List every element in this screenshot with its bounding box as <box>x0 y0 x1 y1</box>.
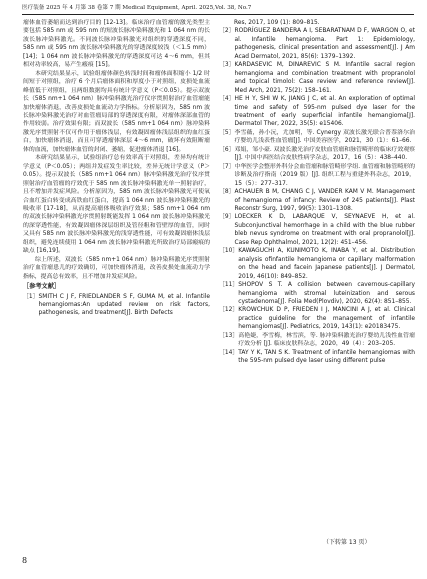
reference-number: ［9］ <box>219 214 235 221</box>
reference-text: SMITH C J F, FRIEDLANDER S F, GUMA M, et al. Infantile hemangiomas:An updated review on risk factors, pathogenesis, and treatment[J]. Birth Defects <box>38 293 210 317</box>
reference-item <box>219 129 415 146</box>
reference-text: RODRÍGUEZ BANDERA A I, SEBARATNAM D F, WARGON O, et al. Infantile hemangioma. Part 1: Epidemiology, pathogenesis, clinical presentation and assessment[J]. J Am Acad Dermatol, 2021, 85(6): 1379–1392. <box>234 28 415 60</box>
right-column <box>219 19 415 366</box>
journal-header: 医疗装备 2025 年 4 月第 38 卷第 7 期 Medical Equipment, April. 2025,Vol. 38, No.7 <box>22 5 252 11</box>
header-rule <box>22 14 414 15</box>
reference-item <box>23 293 210 318</box>
reference-number: ［5］ <box>219 129 235 136</box>
body-paragraph: 本研究结果显示，试验组治疗总有效率高于对照组，差异均有统计学意义（P＜0.05）；两组并发症发生率比较，差异无统计学意义（P＞0.05）。提示双波长（585 nm+1 064 nm）脉冲染料激光治疗仪序贯照射治疗血管瘤的疗效优于 585 nm 波长脉冲染料激光单一照射治疗，且不增加并发症风险。分析原因为，585 nm 波长脉冲染料激光可使氧合血红蛋白转变成高铁血红蛋白，提高 1 064 nm 波长脉冲染料激光的吸收率 [17-18]，从而提高瘤体吸收治疗效果；585 nm+1 064 nm 的双波长脉冲染料激光序贯照射既能发挥 1 064 nm 波长脉冲染料激光的深穿透性能，有效凝固瘤体深层组织及管径粗和管壁厚的血管，同时又具有 585 nm 波长脉冲染料激光的浅穿透性能，可有效凝固瘤体浅层组织，避免连续使用 1 064 nm 波长脉冲染料激光所致治疗局部瘢痕的缺点 [16,19]。 <box>23 155 210 255</box>
body-paragraph: 瘤体血管萎缩而达到治疗目的 [12-13]。临床治疗血管瘤的激光类型主要包括 585 nm 或 595 nm 的短波长脉冲染料激光和 1 064 nm 的长波长脉冲染料激光。不同波长脉冲染料激光对组织的穿透深度不同，585 nm 或 595 nm 波长脉冲染料激光的穿透深度较浅（＜1.5 mm）[14]；1 064 nm 波长脉冲染料激光的穿透深度可达 4～6 mm，但其相对功率较高，易产生瘢痕 [15]。 <box>23 20 210 69</box>
reference-item <box>219 306 415 331</box>
reference-number: ［12］ <box>219 307 239 314</box>
reference-number: ［10］ <box>219 248 239 255</box>
reference-text: 中华医学会整形外科分会血管瘤和脉管畸形学组. 血管瘤和脉管畸形的诊断及治疗指南（2019 版）[J]. 组织工程与重建外科杂志，2019，15（5）：277–317. <box>234 163 415 187</box>
reference-text: LOECKER K D, LABARQUE V, SEYNAEVE H, et al. Subconjunctival hemorrhage in a child with the blue rubber bleb nevus syndrome on treatment with oral propranolol[J]. Case Rep Ophthalmol, 2021, 12(2): 451–456. <box>234 214 415 246</box>
reference-text: 李雪薇，孙小沅，尤加明，等. Cynergy 双波长激光联合普萘洛尔治疗婴幼儿浅表性血管瘤[J]. 中国美容医学，2021，30（1）：61–66. <box>234 129 415 145</box>
reference-number: ［7］ <box>219 163 235 170</box>
continued-note: （下转第 13 页） <box>323 539 371 546</box>
page-number: 8 <box>22 556 28 565</box>
reference-text: 高艳婕，李雪梅，林雪滨，等. 脉冲染料激光治疗婴幼儿浅性血管瘤疗效分析 [J]. 临床皮肤科杂志，2020，49（4）：203–205. <box>238 332 415 348</box>
reference-text: KARDASEVIC M, DINAREVIC S M. Infantile sacral region hemangioma and combination treatment with propranolol and topical timolol: Case review and reference review[J]. Med Arch, 2021, 75(2): 158–161. <box>234 62 415 94</box>
reference-continuation <box>219 19 415 27</box>
reference-item <box>219 61 415 95</box>
reference-item <box>219 247 415 281</box>
reference-number: ［8］ <box>219 189 235 196</box>
reference-number: ［11］ <box>219 282 239 289</box>
reference-text: ACHAUER B M, CHANG C J, VANDER KAM V M. Management of hemangioma of infancy: Review of 245 patients[J]. Plast Reconstr Surg, 1997, 99(5): 1301–1308. <box>234 189 415 212</box>
reference-item <box>219 281 415 306</box>
reference-text: SHOPOV S T. A collision between cavernous-capillary hemangioma with stromal luteinization and serous cystadenoma[J]. Folia Med(Plovdiv), 2020, 62(4): 851–855. <box>238 282 415 305</box>
reference-number: ［4］ <box>219 96 235 103</box>
reference-text: KROWCHUK D P, FRIEDEN I J, MANCINI A J, et al. Clinical practice guideline for the management of infantile hemangiomas[J]. Pediatrics, 2019, 143(1): e20183475. <box>238 307 415 331</box>
reference-text: KAWAGUCHI A, KUNIMOTO K, INABA Y, et al. Distribution analysis ofinfantile hemangioma or capillary malformation on the head and facein Japanese patients[J]. J Dermatol, 2019, 46(10): 849–852. <box>238 248 415 280</box>
reference-item <box>219 349 415 366</box>
reference-item <box>219 95 415 129</box>
reference-number: ［14］ <box>219 349 239 356</box>
reference-item <box>219 163 415 188</box>
reference-item <box>219 27 415 61</box>
reference-item <box>219 213 415 247</box>
reference-item <box>219 146 415 163</box>
reference-number: ［3］ <box>219 62 235 69</box>
body-paragraph: 综上所述，双波长（585 nm+1 064 nm）脉冲染料激光序贯照射治疗血管瘤患儿的疗效确切，可加快瘤体消退，改善皮损处血流动力学指标，提高总有效率，且不增加并发症风险。 <box>23 256 210 280</box>
reference-item <box>219 188 415 213</box>
reference-text: TAY Y K, TAN S K. Treatment of infantile hemangiomas with the 595-nm pulsed dye laser using different pulse <box>238 349 415 365</box>
reference-number: ［1］ <box>23 293 39 300</box>
reference-text: HE H Y, SHI W K, JIANG J C, et al. An exploration of optimal time and safety of 595-nm pulsed dye laser for the treatment of early superficial infantile hemangioma[J]. Dermatol Ther, 2022, 35(5): e15406. <box>234 96 415 128</box>
reference-item <box>219 332 415 349</box>
references-heading: ［参考文献］ <box>23 283 61 291</box>
reference-text: Res, 2017, 109 (1): 809–815. <box>234 20 320 26</box>
left-column <box>23 19 210 318</box>
reference-number: ［6］ <box>219 146 235 153</box>
reference-text: 邓娟，邹小豪. 双波长激光治疗皮肤血管瘤和脉管畸形的临床疗效观察 [J]. 中国中西医结合皮肤性病学杂志，2017，16（5）：438–440. <box>234 146 415 162</box>
reference-number: ［13］ <box>219 332 239 339</box>
reference-number: ［2］ <box>219 28 235 35</box>
body-paragraph: 本研究结果显示，试验组瘤体颜色转浅时间和瘤体面积缩小 1/2 时间短于对照组，治疗 6 个月后瘤体面积和厚度小于对照组，皮损处血流峰值低于对照组，且两组数据均具有统计学意义（P＜0.05）。提示双波长（585 nm+1 064 nm）脉冲染料激光治疗仪序贯照射治疗血管瘤能加快瘤体消退，改善皮损处血流动力学指标。分析原因为，585 nm 波长脉冲染料激光治疗对血管瘤局部的穿透深度有限，对瘤体深部血管的作用较弱。治疗效果有限；而双波长（585 nm+1 064 nm）脉冲染料激光序贯照射不仅可作用于瘤体浅层，有效凝固瘤体浅层组织的血红蛋白，加快瘤体消退，而且可穿透瘤体深层 4～6 mm，破坏有效阻断瘤体的血流，加快瘤体血管的封闭、萎缩，促进瘤体消退 [16]。 <box>23 70 210 153</box>
